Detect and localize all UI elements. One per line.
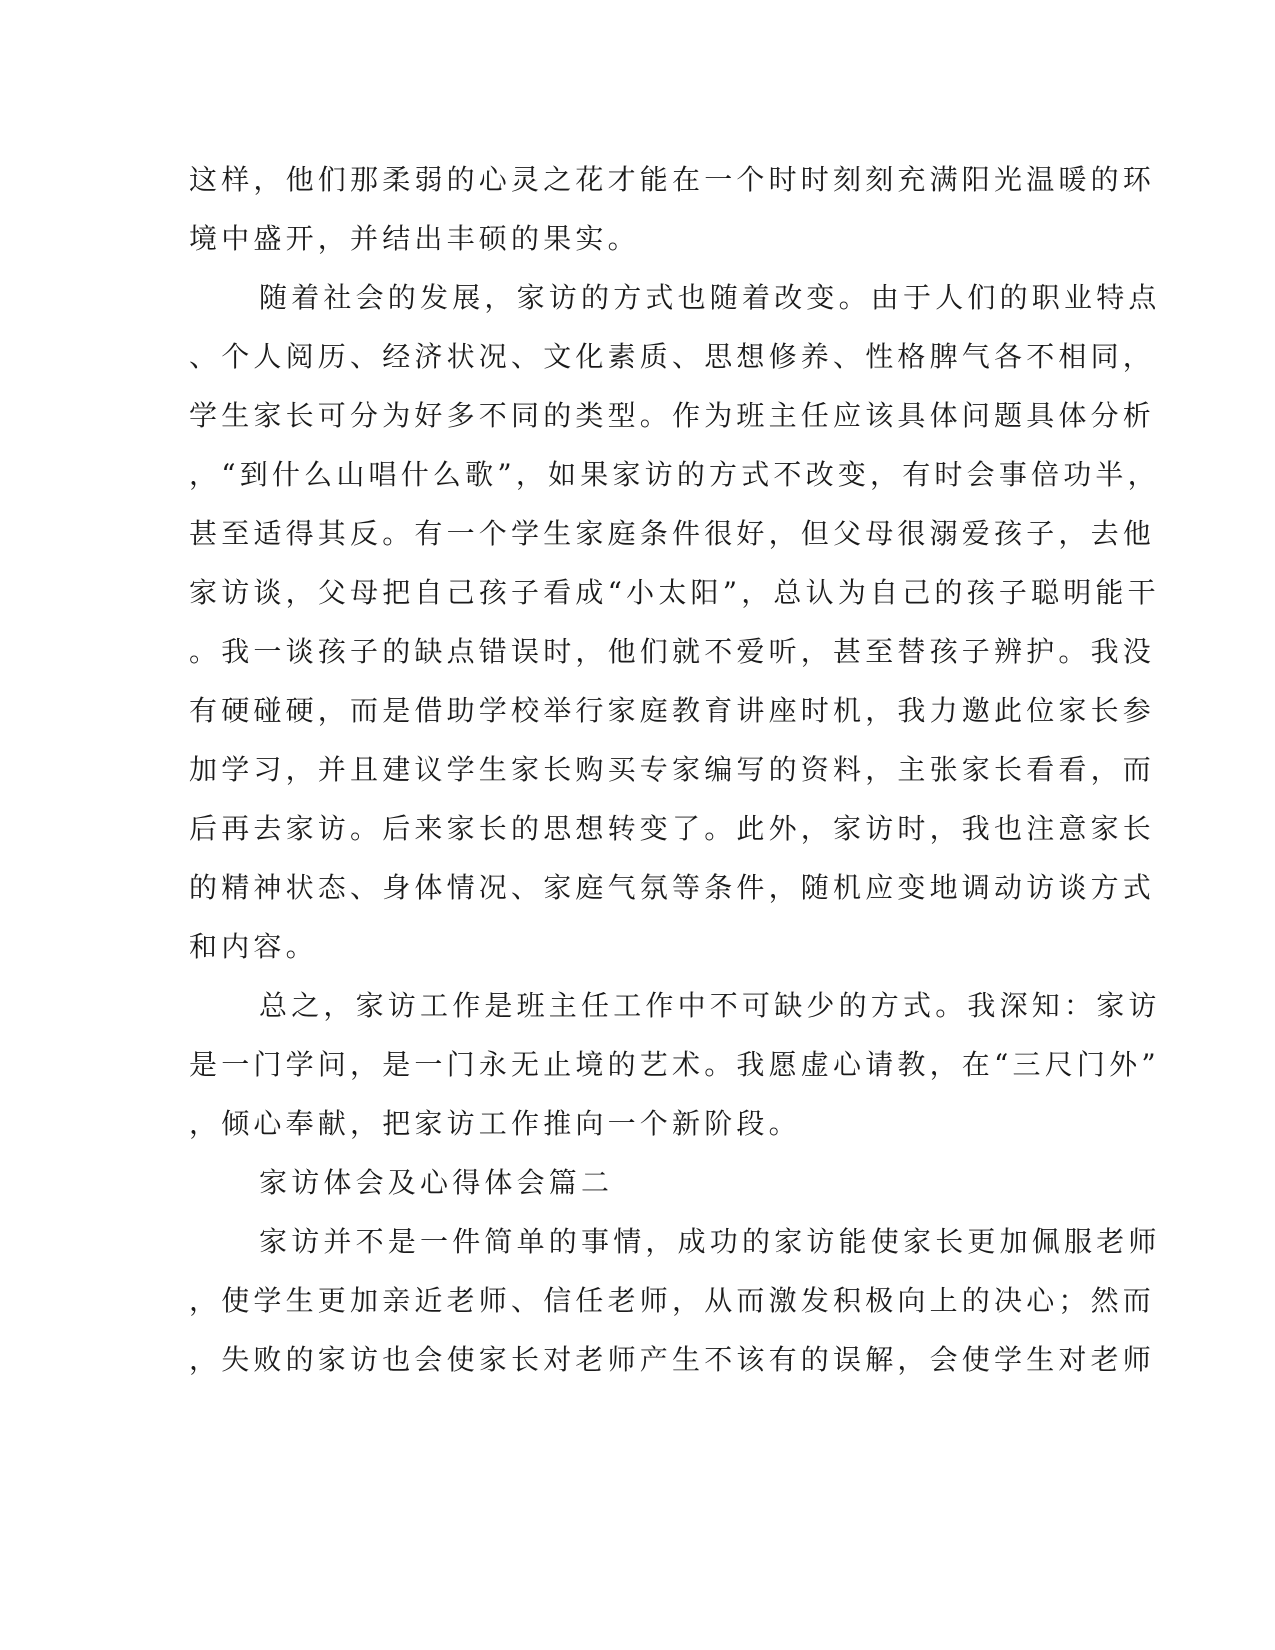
text-line: ，失败的家访也会使家长对老师产生不该有的误解，会使学生对老师 xyxy=(189,1343,1156,1376)
text-line: ，倾心奉献，把家访工作推向一个新阶段。 xyxy=(189,1107,801,1140)
text-line: 加学习，并且建议学生家长购买专家编写的资料，主张家长看看，而 xyxy=(189,753,1156,786)
text-line: 这样，他们那柔弱的心灵之花才能在一个时时刻刻充满阳光温暖的环 xyxy=(189,163,1156,196)
text-line: 。我一谈孩子的缺点错误时，他们就不爱听，甚至替孩子辨护。我没 xyxy=(189,635,1156,668)
text-line: 、个人阅历、经济状况、文化素质、思想修养、性格脾气各不相同， xyxy=(189,340,1156,373)
text-line: 学生家长可分为好多不同的类型。作为班主任应该具体问题具体分析 xyxy=(189,399,1156,432)
text-line: 的精神状态、身体情况、家庭气氛等条件，随机应变地调动访谈方式 xyxy=(189,871,1156,904)
paragraph-start-line: 随着社会的发展，家访的方式也随着改变。由于人们的职业特点 xyxy=(259,281,1161,314)
text-line: 是一门学问，是一门永无止境的艺术。我愿虚心请教，在“三尺门外” xyxy=(189,1048,1160,1081)
paragraph-start-line: 家访并不是一件简单的事情，成功的家访能使家长更加佩服老师 xyxy=(259,1225,1161,1258)
text-line: 有硬碰硬，而是借助学校举行家庭教育讲座时机，我力邀此位家长参 xyxy=(189,694,1156,727)
text-line: 后再去家访。后来家长的思想转变了。此外，家访时，我也注意家长 xyxy=(189,812,1156,845)
text-line: 境中盛开，并结出丰硕的果实。 xyxy=(189,222,640,255)
text-line: ，“到什么山唱什么歌”，如果家访的方式不改变，有时会事倍功半， xyxy=(189,458,1160,491)
paragraph-start-line: 总之，家访工作是班主任工作中不可缺少的方式。我深知：家访 xyxy=(259,989,1161,1022)
text-line: ，使学生更加亲近老师、信任老师，从而激发积极向上的决心；然而 xyxy=(189,1284,1156,1317)
text-line: 甚至适得其反。有一个学生家庭条件很好，但父母很溺爱孩子，去他 xyxy=(189,517,1156,550)
text-line: 和内容。 xyxy=(189,930,318,963)
section-heading: 家访体会及心得体会篇二 xyxy=(259,1166,614,1199)
text-line: 家访谈，父母把自己孩子看成“小太阳”，总认为自己的孩子聪明能干 xyxy=(189,576,1160,609)
